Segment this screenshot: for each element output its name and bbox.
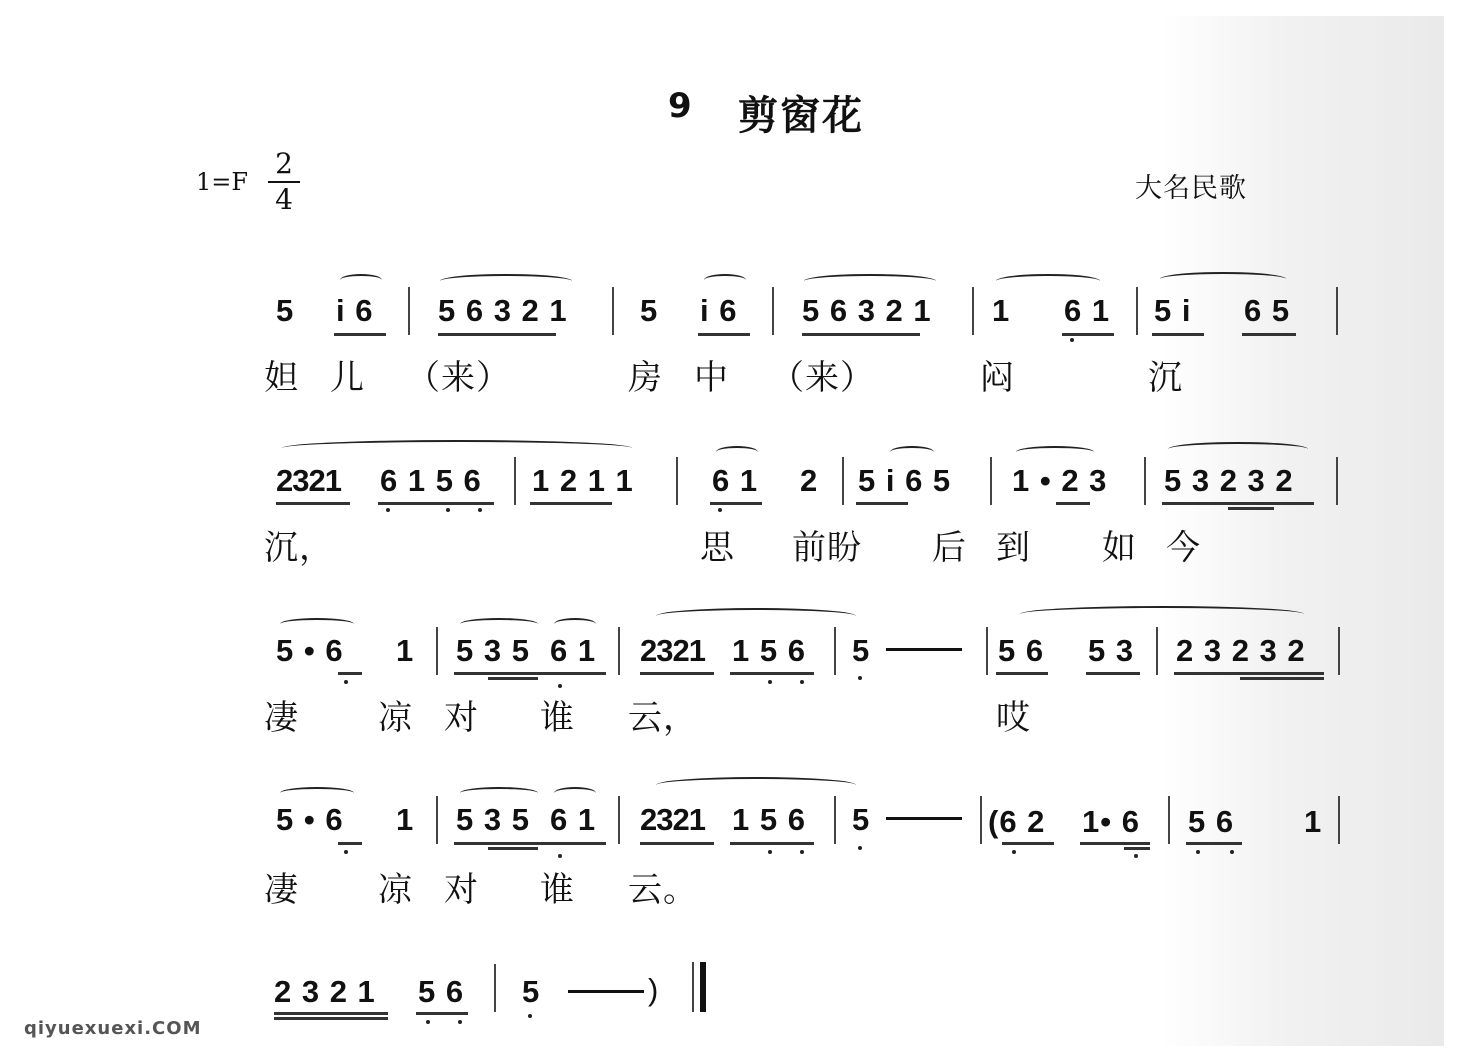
extension-dash	[886, 648, 962, 651]
barline	[436, 796, 438, 844]
barline	[986, 627, 988, 675]
barline	[1168, 796, 1170, 844]
barline	[612, 287, 614, 335]
beam-line	[530, 502, 612, 505]
barline	[972, 287, 974, 335]
lyric: 谁	[540, 698, 575, 738]
lyric: 凄	[264, 870, 299, 910]
lyric: 对	[444, 870, 479, 910]
lyric: 哎	[996, 698, 1031, 738]
slur	[554, 787, 596, 799]
slur	[656, 777, 856, 793]
note-group: 5 • 6	[276, 633, 344, 668]
beam-line	[338, 842, 362, 845]
barline	[1336, 457, 1338, 505]
note-group: 2 3 2 1	[274, 974, 376, 1009]
beam-line	[1174, 672, 1324, 675]
key-signature: 1=F	[196, 168, 249, 196]
slur	[1168, 442, 1308, 456]
note-group: 5	[640, 293, 659, 328]
song-title: 剪窗花	[738, 93, 864, 139]
slur	[554, 618, 596, 630]
lyric: 沉	[1148, 358, 1183, 398]
low-octave-dot	[458, 1020, 462, 1024]
note-group: 5 i 6 5	[858, 463, 952, 498]
slur	[1016, 446, 1094, 458]
beam-line	[454, 842, 606, 845]
barline	[514, 457, 516, 505]
slur	[280, 618, 354, 630]
note-group: 5 6	[1188, 804, 1235, 839]
note-group: 1 • 2 3	[1012, 463, 1108, 498]
beam-line	[996, 672, 1048, 675]
beam-line	[1242, 333, 1296, 336]
note-group: 1 2 1 1	[532, 463, 634, 498]
note-group: 5 i	[1154, 293, 1192, 328]
slur	[460, 787, 538, 799]
low-octave-dot	[800, 850, 804, 854]
barline	[436, 627, 438, 675]
note-group: 2	[800, 463, 819, 498]
lyric: 沉，	[264, 528, 334, 568]
low-octave-dot	[1196, 850, 1200, 854]
note-group: 1	[1304, 804, 1323, 839]
note-group: 5 6 3 2 1	[438, 293, 568, 328]
beam-line	[1080, 842, 1150, 845]
slur	[1160, 272, 1286, 286]
barline	[618, 796, 620, 844]
beam-line	[640, 842, 714, 845]
note-group: 2321	[276, 463, 341, 498]
lyric: 前盼	[792, 528, 862, 568]
beam-line	[338, 672, 362, 675]
slur	[890, 446, 934, 458]
beam-line	[1124, 847, 1150, 850]
slur	[716, 446, 758, 458]
barline	[834, 796, 836, 844]
low-octave-dot	[1070, 338, 1074, 342]
note-group: 6 1	[712, 463, 759, 498]
slur	[440, 274, 572, 288]
barline	[618, 627, 620, 675]
barline	[1136, 287, 1138, 335]
low-octave-dot	[1012, 850, 1016, 854]
beam-line	[454, 672, 606, 675]
beam-line	[802, 333, 920, 336]
slur	[804, 274, 936, 288]
note-group: 6 1 5 6	[380, 463, 482, 498]
note-group: 5 6	[998, 633, 1045, 668]
note-group: 1• 6	[1082, 804, 1140, 839]
note-group: 5	[852, 802, 871, 837]
watermark: qiyuexuexi.COM	[24, 1018, 202, 1039]
note-group: 2321	[640, 802, 705, 837]
slur	[704, 274, 746, 286]
note-group: 5 3 5	[456, 802, 530, 837]
low-octave-dot	[718, 508, 722, 512]
lyric: 闷	[980, 358, 1015, 398]
slur	[996, 274, 1100, 288]
lyric: 凉	[378, 870, 413, 910]
low-octave-dot	[528, 1014, 532, 1018]
beam-line	[378, 502, 494, 505]
low-octave-dot	[558, 854, 562, 858]
beam-line	[710, 502, 762, 505]
low-octave-dot	[1134, 854, 1138, 858]
low-octave-dot	[426, 1020, 430, 1024]
lyric: 到	[996, 528, 1031, 568]
time-signature-bottom: 4	[275, 182, 293, 216]
barline	[1156, 627, 1158, 675]
beam-line	[856, 502, 908, 505]
note-group: 2321	[640, 633, 705, 668]
final-barline	[700, 962, 706, 1012]
note-group: 6 1	[1064, 293, 1111, 328]
beam-line	[276, 502, 350, 505]
low-octave-dot	[344, 680, 348, 684]
beam-line	[488, 847, 538, 850]
note-group: 1	[992, 293, 1011, 328]
time-signature-top: 2	[275, 147, 293, 180]
note-group: 1 5 6	[732, 633, 806, 668]
extension-dash	[568, 990, 644, 993]
time-signature	[268, 148, 300, 216]
low-octave-dot	[386, 508, 390, 512]
beam-line	[438, 333, 556, 336]
note-group: 1	[396, 802, 415, 837]
lyric: 凄	[264, 698, 299, 738]
note-group: 5 3 2 3 2	[1164, 463, 1294, 498]
note-group: 5 6	[418, 974, 465, 1009]
barline	[980, 796, 982, 844]
beam-line	[488, 677, 538, 680]
lyric: 后	[932, 528, 967, 568]
slur	[282, 440, 632, 456]
beam-line	[1162, 502, 1314, 505]
note-group: 5 • 6	[276, 802, 344, 837]
beam-line	[698, 333, 750, 336]
slur	[460, 618, 538, 630]
note-group: 6 1	[550, 633, 597, 668]
lyric: 房	[628, 358, 663, 398]
note-group: 1 5 6	[732, 802, 806, 837]
barline	[834, 627, 836, 675]
note-group: 1	[396, 633, 415, 668]
lyric: （来）	[770, 358, 875, 398]
note-group: )	[648, 972, 660, 1007]
barline	[1338, 796, 1340, 844]
beam-line	[1152, 333, 1204, 336]
note-group: 6 5	[1244, 293, 1291, 328]
low-octave-dot	[1230, 850, 1234, 854]
slur	[340, 274, 382, 286]
lyric: 云，	[628, 698, 698, 738]
note-group: 6 1	[550, 802, 597, 837]
note-group: 5 6 3 2 1	[802, 293, 932, 328]
barline	[990, 457, 992, 505]
note-group: i 6	[700, 293, 738, 328]
note-group: 5	[852, 633, 871, 668]
beam-line	[274, 1017, 388, 1020]
note-group: 5	[276, 293, 295, 328]
lyric: 如	[1102, 528, 1137, 568]
slur	[280, 787, 354, 799]
slur	[656, 608, 856, 624]
low-octave-dot	[858, 846, 862, 850]
beam-line	[1002, 842, 1054, 845]
beam-line	[730, 842, 814, 845]
low-octave-dot	[446, 508, 450, 512]
beam-line	[274, 1012, 388, 1015]
song-number: 9	[668, 86, 692, 126]
note-group: (6 2	[988, 804, 1046, 839]
slur	[1020, 606, 1304, 622]
note-group: 5 3 5	[456, 633, 530, 668]
attribution: 大名民歌	[1135, 173, 1247, 204]
beam-line	[1228, 507, 1274, 510]
note-group: 5 3	[1088, 633, 1135, 668]
barline	[692, 962, 694, 1012]
barline	[1338, 627, 1340, 675]
beam-line	[334, 333, 386, 336]
lyric: 儿	[330, 358, 365, 398]
barline	[1336, 287, 1338, 335]
lyric: 思	[700, 528, 735, 568]
lyric: 凉	[378, 698, 413, 738]
barline	[842, 457, 844, 505]
lyric: 谁	[540, 870, 575, 910]
lyric: 妲	[264, 358, 299, 398]
barline	[494, 964, 496, 1012]
beam-line	[730, 672, 814, 675]
extension-dash	[886, 817, 962, 820]
low-octave-dot	[800, 680, 804, 684]
lyric: 云。	[628, 870, 698, 910]
note-group: 5	[522, 974, 541, 1009]
low-octave-dot	[558, 684, 562, 688]
beam-line	[1240, 677, 1324, 680]
beam-line	[1062, 333, 1114, 336]
note-group: i 6	[336, 293, 374, 328]
low-octave-dot	[768, 680, 772, 684]
note-group: 2 3 2 3 2	[1176, 633, 1306, 668]
lyric: 中	[694, 358, 729, 398]
lyric: 今	[1166, 528, 1201, 568]
beam-line	[1056, 502, 1090, 505]
lyric: 对	[444, 698, 479, 738]
beam-line	[1186, 842, 1242, 845]
lyric: （来）	[406, 358, 511, 398]
beam-line	[416, 1012, 468, 1015]
low-octave-dot	[344, 850, 348, 854]
barline	[1144, 457, 1146, 505]
barline	[408, 287, 410, 335]
barline	[676, 457, 678, 505]
low-octave-dot	[478, 508, 482, 512]
beam-line	[640, 672, 714, 675]
low-octave-dot	[858, 676, 862, 680]
beam-line	[1086, 672, 1140, 675]
barline	[772, 287, 774, 335]
low-octave-dot	[768, 850, 772, 854]
